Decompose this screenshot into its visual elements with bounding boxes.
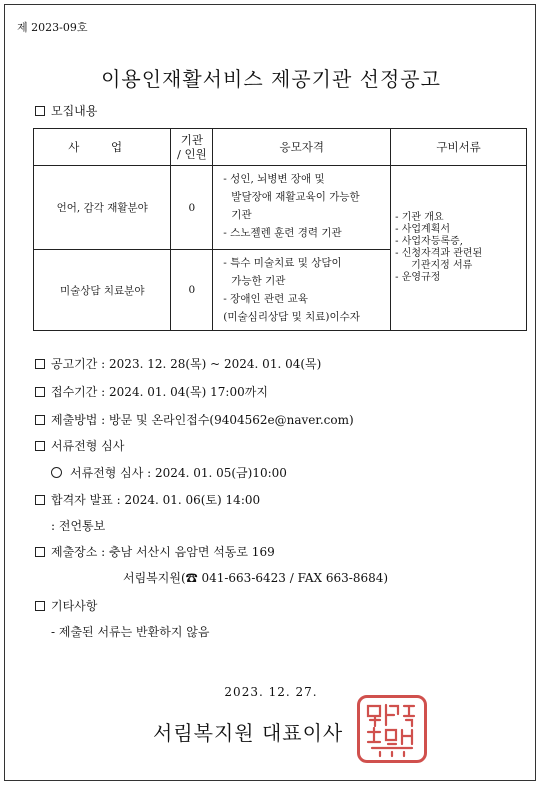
page-title: 이용인재활서비스 제공기관 선정공고 [101,67,441,91]
recruit-table [33,128,527,331]
header-field: 사 업 [34,129,171,166]
row-documents: - 기관 개요 - 사업계획서 - 사업자등록증, - 신청자격과 관련된 기관지정 서류 - 운영규정 [391,166,527,331]
checkbox-square-icon [35,387,45,397]
screening-heading: 서류전형 심사 [35,437,124,454]
submit-method: 제출방법 : 방문 및 온라인접수(9404562e@naver.com) [35,411,354,428]
table-row [34,166,527,250]
submit-place: 제출장소 : 충남 서산시 음암면 석동로 169 [35,543,275,560]
header-count: 기관 / 인원 [171,129,213,166]
seal-icon [360,698,424,760]
table-header-row [34,129,527,166]
row-qualifications: - 특수 미술치료 및 상담이 가능한 기관 - 장애인 관련 교육 (미술심리상담 및 치료)이수자 [213,250,391,331]
checkbox-square-icon [35,495,45,505]
official-seal-stamp [357,695,427,763]
row-field: 미술상담 치료분야 [34,250,171,331]
row-count: 0 [171,250,213,331]
document-page [4,4,536,781]
etc-heading: 기타사항 [35,597,97,614]
doc-number: 제 2023-09호 [17,21,88,34]
row-qualifications: - 성인, 뇌병변 장애 및 발달장애 재활교육이 가능한 기관 - 스노젤렌 훈련 경력 기관 [213,166,391,250]
row-count: 0 [171,166,213,250]
checkbox-square-icon [35,547,45,557]
header-documents: 구비서류 [391,129,527,166]
etc-detail: - 제출된 서류는 반환하지 않음 [51,625,210,639]
circle-bullet-icon [51,467,62,478]
row-field: 언어, 감각 재활분야 [34,166,171,250]
submit-place-detail: 서림복지원(☎ 041-663-6423 / FAX 663-8684) [123,571,389,585]
checkbox-square-icon [35,441,45,451]
receipt-period: 접수기간 : 2024. 01. 04(목) 17:00까지 [35,383,268,400]
checkbox-square-icon [35,106,45,116]
signer-name: 서림복지원 대표이사 [153,721,344,745]
checkbox-square-icon [35,359,45,369]
recruit-section-label: 모집내용 [51,104,98,118]
result-note: : 전언통보 [51,519,106,533]
header-qualification: 응모자격 [213,129,391,166]
screening-detail: 서류전형 심사 : 2024. 01. 05(금)10:00 [51,464,287,481]
result-announcement: 합격자 발표 : 2024. 01. 06(토) 14:00 [35,491,260,508]
sign-date: 2023. 12. 27. [224,685,318,699]
announce-period: 공고기간 : 2023. 12. 28(목) ~ 2024. 01. 04(목) [35,355,321,372]
checkbox-square-icon [35,601,45,611]
checkbox-square-icon [35,415,45,425]
recruit-section-heading [35,102,97,119]
